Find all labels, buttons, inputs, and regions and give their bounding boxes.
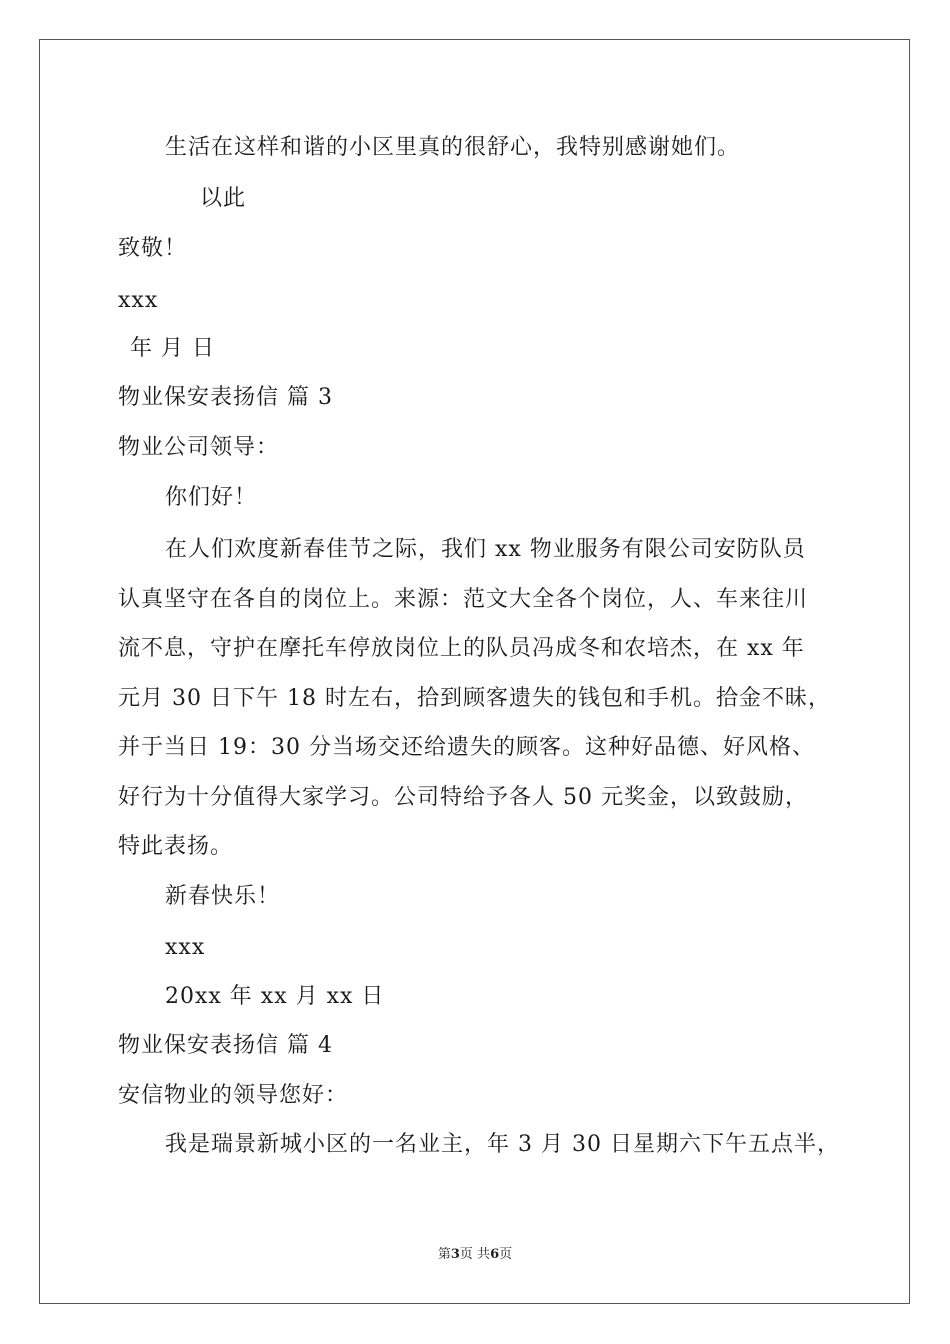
signature: xxx bbox=[165, 935, 206, 960]
body-line: 并于当日 19：30 分当场交还给遗失的顾客。这种好品德、好风格、 bbox=[118, 735, 815, 760]
body-line: 元月 30 日下午 18 时左右，拾到顾客遗失的钱包和手机。拾金不昧， bbox=[118, 686, 831, 711]
greeting: 你们好！ bbox=[165, 485, 258, 510]
closing-wish: 新春快乐！ bbox=[165, 884, 281, 909]
signature: xxx bbox=[118, 288, 159, 313]
section-heading: 物业保安表扬信 篇 4 bbox=[118, 1033, 333, 1058]
body-line: 以此 bbox=[200, 186, 247, 211]
closing-salute: 致敬！ bbox=[118, 236, 188, 261]
footer-total-pages: 6 bbox=[490, 1247, 500, 1262]
body-line: 生活在这样和谐的小区里真的很舒心，我特别感谢她们。 bbox=[165, 135, 741, 160]
footer-prefix: 第 bbox=[437, 1247, 451, 1262]
date-line: 20xx 年 xx 月 xx 日 bbox=[165, 984, 385, 1009]
salutation: 安信物业的领导您好： bbox=[118, 1083, 349, 1108]
section-heading: 物业保安表扬信 篇 3 bbox=[118, 385, 333, 410]
body-line: 在人们欢度新春佳节之际，我们 xx 物业服务有限公司安防队员 bbox=[165, 537, 806, 562]
date-line: 年 月 日 bbox=[130, 336, 215, 361]
body-line: 我是瑞景新城小区的一名业主，年 3 月 30 日星期六下午五点半， bbox=[165, 1132, 840, 1157]
footer-current-page: 3 bbox=[450, 1247, 460, 1262]
body-line: 好行为十分值得大家学习。公司特给予各人 50 元奖金，以致鼓励， bbox=[118, 785, 808, 810]
page-number-footer bbox=[0, 1246, 950, 1264]
footer-mid: 页 共 bbox=[459, 1247, 491, 1262]
footer-suffix: 页 bbox=[499, 1247, 513, 1262]
page-border bbox=[39, 39, 910, 1304]
body-line: 认真坚守在各自的岗位上。来源：范文大全各个岗位，人、车来往川 bbox=[118, 587, 809, 612]
salutation: 物业公司领导： bbox=[118, 435, 280, 460]
body-line: 特此表扬。 bbox=[118, 834, 234, 859]
body-line: 流不息，守护在摩托车停放岗位上的队员冯成冬和农培杰，在 xx 年 bbox=[118, 636, 805, 661]
